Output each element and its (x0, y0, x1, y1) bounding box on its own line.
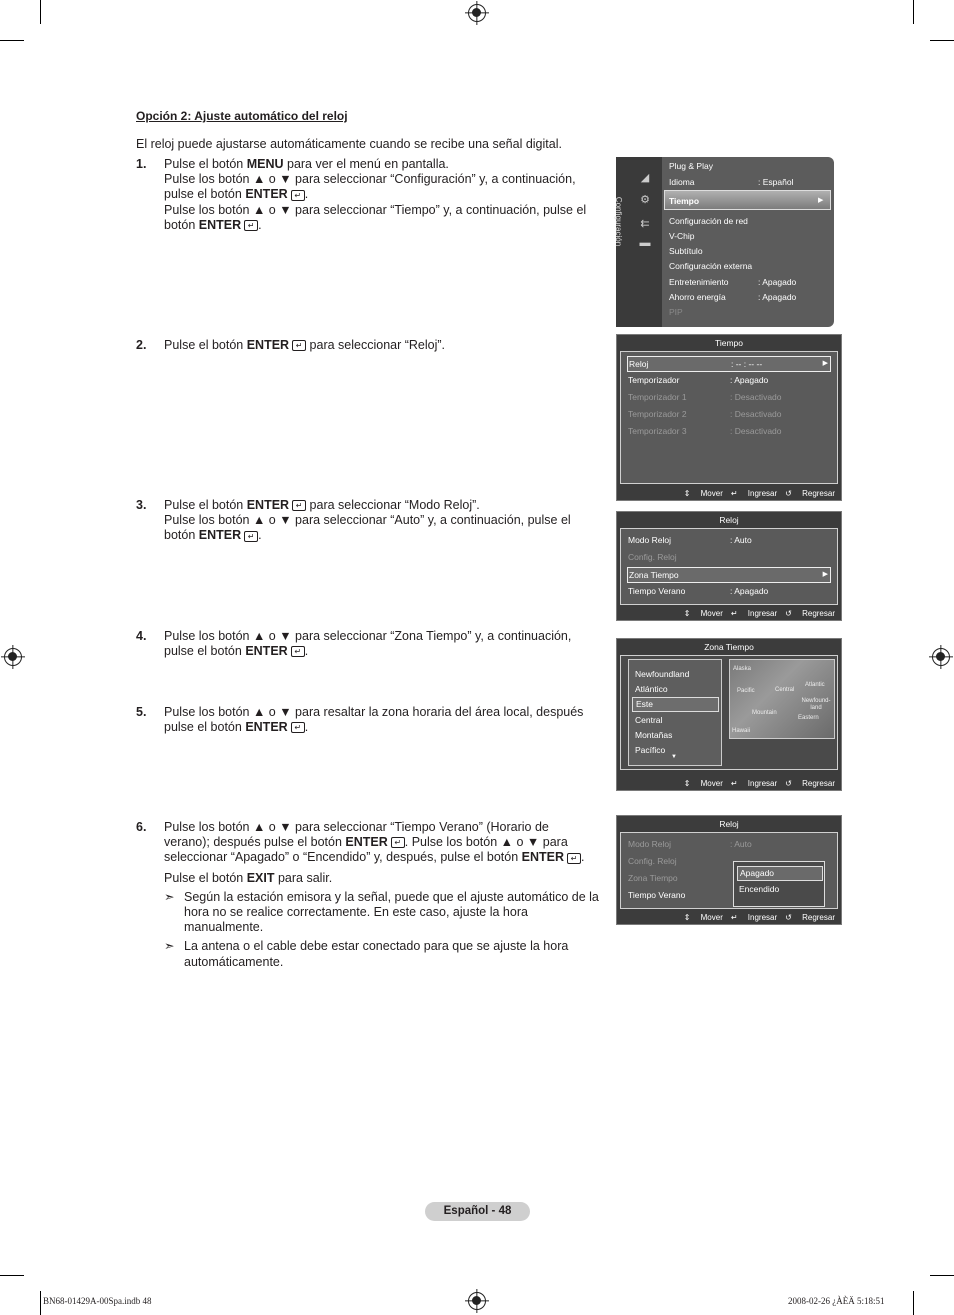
input-icon: ⇇ (640, 218, 650, 230)
menu-footer: ⇕ Mover ↵ Ingresar ↺ Regresar (683, 489, 835, 498)
step-number: 1. (136, 157, 147, 171)
picture-icon: ◢ (640, 172, 650, 184)
note-2: ➣ La antena o el cable debe estar conectado para que se ajuste la hora automáticamente. (164, 939, 569, 969)
row-tiempo-verano[interactable]: Tiempo Verano (628, 890, 686, 900)
menu-item-plug-play[interactable]: Plug & Play (669, 161, 713, 171)
chevron-right-icon: ▶ (822, 571, 828, 578)
intro-text: El reloj puede ajustarse automáticamente cuando se recibe una señal digital. (136, 137, 562, 151)
zona-tiempo-menu-screenshot: Zona Tiempo Newfoundland Atlántico Este Central Montañas Pacífico ▼ Alaska Pacific Central Atlantic Newfound-land Mountain Eastern Hawaii ⇕ Mover ↵ Ingresar ↺ Regresar (616, 638, 842, 791)
option-encendido[interactable]: Encendido (739, 884, 780, 894)
reloj-verano-menu-screenshot: Reloj Modo Reloj : Auto Config. Reloj Zona Tiempo Tiempo Verano Apagado Encendido ⇕ Mover ↵ Ingresar ↺ Regresar (616, 815, 842, 925)
row-temporizador-2: Temporizador 2 : Desactivado (628, 409, 782, 419)
menu-item-entretenimiento[interactable]: Entretenimiento (669, 277, 729, 287)
note-arrow-icon: ➣ (164, 889, 175, 904)
menu-item-pip: PIP (669, 307, 683, 317)
enter-icon: ↵ (291, 190, 305, 201)
zone-montanas[interactable]: Montañas (635, 730, 673, 740)
timezone-map: Alaska Pacific Central Atlantic Newfound-land Mountain Eastern Hawaii (729, 659, 835, 739)
row-temporizador-3: Temporizador 3 : Desactivado (628, 426, 782, 436)
row-config-reloj: Config. Reloj (628, 552, 677, 562)
menu-title: Tiempo (714, 338, 744, 348)
application-icon: ▬ (639, 237, 651, 249)
section-heading: Opción 2: Ajuste automático del reloj (136, 109, 348, 123)
registration-mark-bottom-icon (468, 1292, 486, 1310)
enter-icon: ↵ (291, 722, 305, 733)
enter-icon: ↵ (292, 500, 306, 511)
idioma-value: : Español (758, 177, 794, 187)
reloj-menu-screenshot: Reloj Modo Reloj : Auto Config. Reloj Zona Tiempo ▶ Tiempo Verano : Apagado ⇕ Mover ↵ Ingresar ↺ Regresar (616, 511, 842, 621)
registration-mark-top-icon (468, 4, 486, 22)
config-side-label: Configuración (614, 196, 624, 247)
menu-item-vchip[interactable]: V-Chip (669, 231, 695, 241)
zone-pacifico[interactable]: Pacífico (635, 745, 666, 755)
row-temporizador-1: Temporizador 1 : Desactivado (628, 392, 782, 402)
config-menu-screenshot: Configuración ◢ ⚙ ⇇ ▬ Plug & Play Idioma : Español Tiempo ▶ Configuración de red V-Chip Subtítulo Configuración externa Entretenimiento : Apagado Ahorro energía : Apagado PIP (616, 157, 834, 327)
menu-item-config-red[interactable]: Configuración de red (669, 216, 748, 226)
enter-icon: ↵ (244, 531, 258, 542)
registration-mark-left-icon (4, 648, 22, 666)
slug-left: BN68-01429A-00Spa.indb 48 (43, 1296, 152, 1306)
registration-mark-right-icon (932, 648, 950, 666)
menu-item-subtitulo[interactable]: Subtítulo (669, 246, 703, 256)
chevron-right-icon: ▶ (818, 197, 824, 204)
tiempo-menu-screenshot (616, 334, 842, 501)
zone-newfoundland[interactable]: Newfoundland (635, 669, 690, 679)
settings-gear-icon: ⚙ (640, 194, 650, 206)
zone-este[interactable]: Este (632, 697, 719, 712)
menu-item-config-externa[interactable]: Configuración externa (669, 261, 753, 271)
zone-central[interactable]: Central (635, 715, 663, 725)
verano-options-popup (733, 861, 825, 907)
scroll-down-icon[interactable]: ▼ (671, 754, 677, 760)
menu-item-idioma[interactable]: Idioma (669, 177, 695, 187)
slug-right: 2008-02-26 ¿ÀÈÄ 5:18:51 (788, 1296, 885, 1306)
page-number-badge: Español - 48 (425, 1202, 530, 1221)
zone-atlantico[interactable]: Atlántico (635, 684, 668, 694)
enter-icon: ↵ (244, 220, 258, 231)
note-1: ➣ Según la estación emisora y la señal, puede que el ajuste automático de la hora no se realice correctamente. En este caso, ajuste la hora manualmente. (164, 889, 599, 935)
enter-icon: ↵ (567, 853, 581, 864)
option-apagado[interactable]: Apagado (737, 866, 823, 881)
row-zona-tiempo[interactable]: Zona Tiempo ▶ (627, 567, 831, 583)
row-modo-reloj[interactable]: Modo Reloj : Auto (628, 535, 752, 545)
chevron-right-icon: ▶ (822, 360, 828, 367)
enter-icon: ↵ (391, 837, 405, 848)
enter-icon: ↵ (292, 340, 306, 351)
menu-item-tiempo[interactable]: Tiempo (669, 196, 700, 206)
menu-item-ahorro[interactable]: Ahorro energía (669, 292, 726, 302)
enter-icon: ↵ (291, 646, 305, 657)
row-tiempo-verano[interactable]: Tiempo Verano : Apagado (628, 586, 769, 596)
row-reloj[interactable]: Reloj : -- : -- -- ▶ (627, 356, 831, 372)
note-arrow-icon: ➣ (164, 939, 175, 954)
row-temporizador[interactable]: Temporizador : Apagado (628, 375, 769, 385)
